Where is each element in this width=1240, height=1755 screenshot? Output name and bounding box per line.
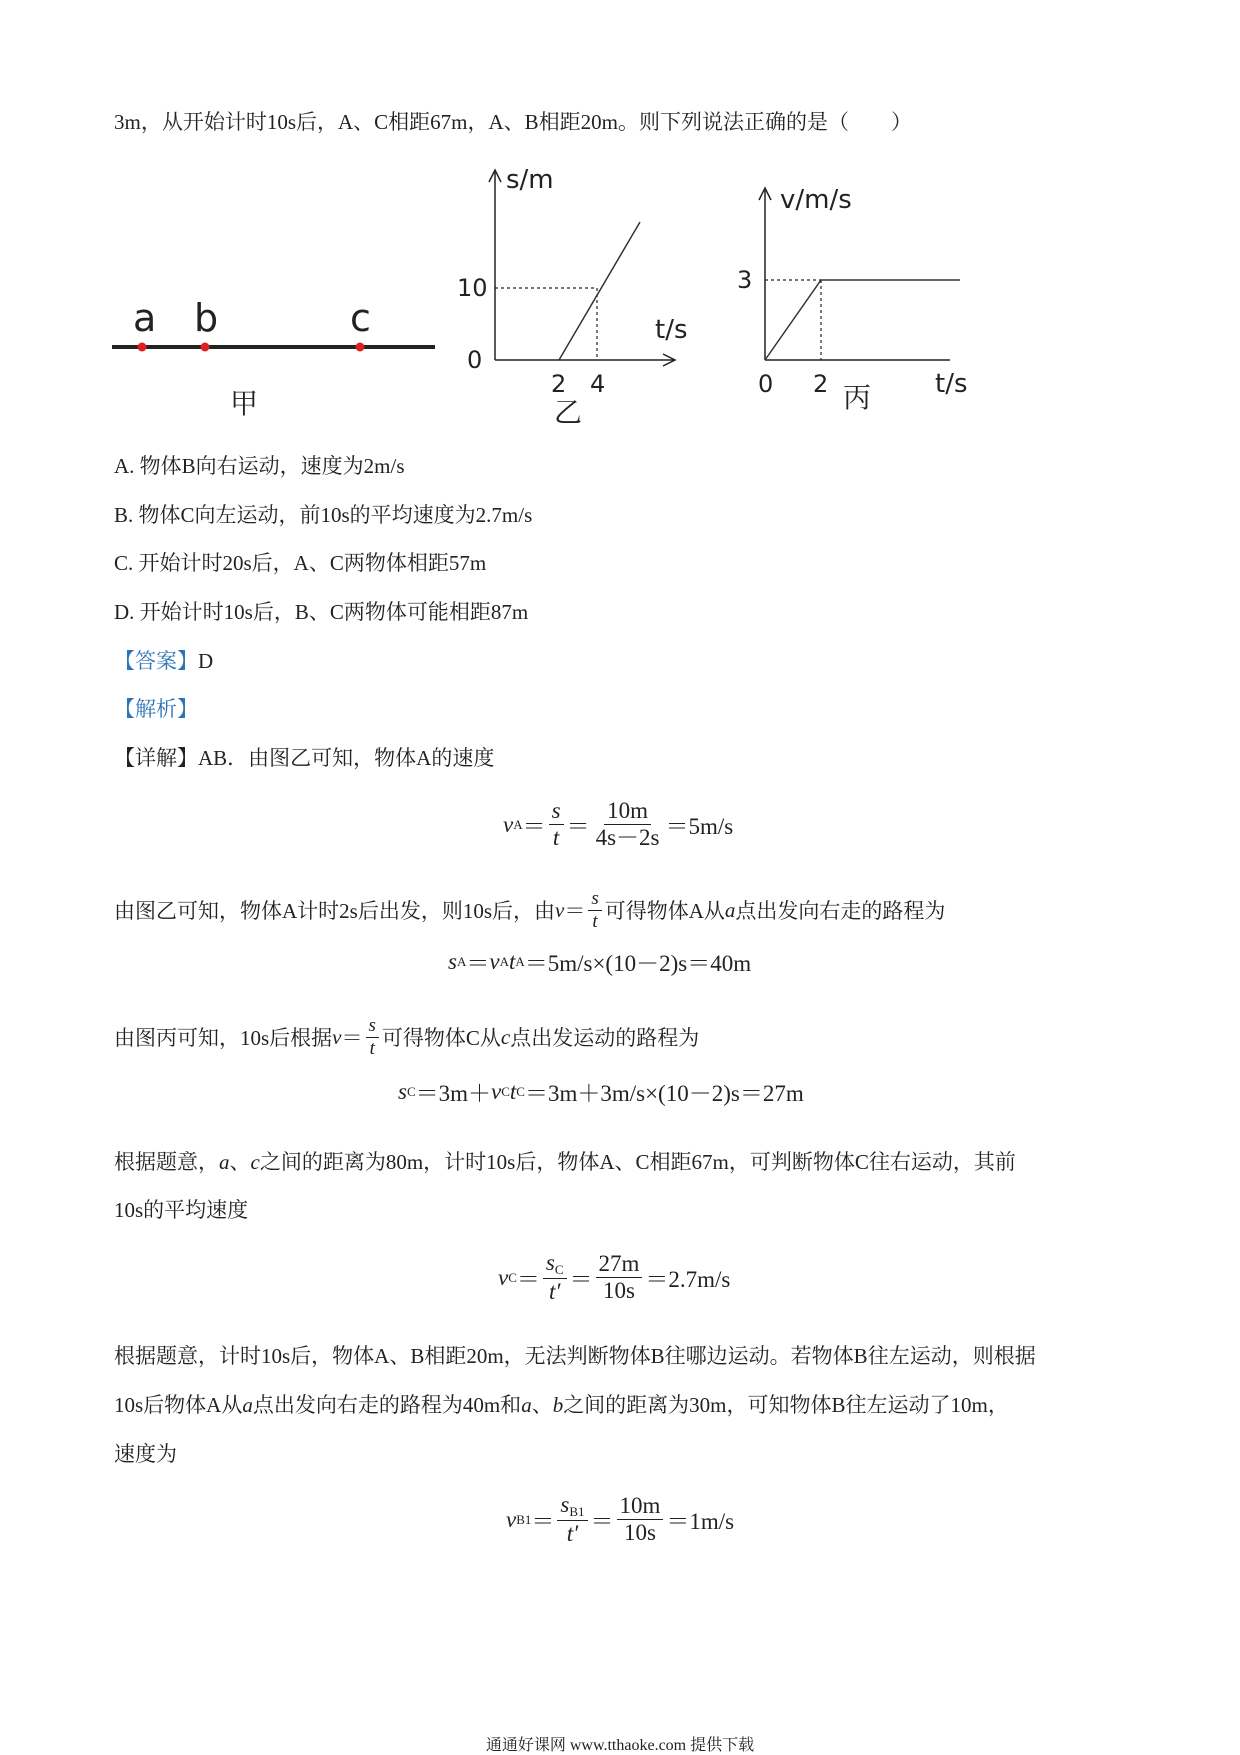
paragraph-5: 根据题意，计时10s后，物体A、B相距20m，无法判断物体B往哪边运动。若物体B往左运动，则根据 <box>114 1344 1036 1368</box>
question-intro: 3m，从开始计时10s后，A、C相距67m，A、B相距20m。则下列说法正确的是（ ） <box>114 110 913 134</box>
answer-line <box>114 645 213 675</box>
figure-bing <box>730 175 980 425</box>
yi-ylabel: s/m <box>506 165 554 195</box>
option-b: B. 物体C向左运动，前10s的平均速度为2.7m/s <box>114 503 533 527</box>
yi-ytick-0: 0 <box>467 346 483 374</box>
answer-value: D <box>198 649 214 673</box>
option-a: A. 物体B向右运动，速度为2m/s <box>114 454 405 478</box>
equation-sc: s C ＝3m＋ v C t C ＝3m＋3m/s×(10－2)s＝27m <box>398 1078 804 1106</box>
figure-jia-caption: 甲 <box>230 387 259 420</box>
s-t-line <box>559 222 640 360</box>
paragraph-6: 10s后物体A从a点出发向右走的路程为40m和a、b之间的距离为30m，可知物体B往左运动了10m， <box>114 1393 1009 1417</box>
option-d: D. 开始计时10s后，B、C两物体可能相距87m <box>114 600 529 624</box>
answer-label: 【答案】 <box>114 649 198 673</box>
paragraph-2: 由图乙可知，物体A计时2s后出发，则10s后，由 v ＝ $\frac{s}{t}$ 可得物体A从 a 点出发向右走的路程为 <box>114 888 946 932</box>
yi-xlabel: t/s <box>655 315 688 345</box>
equation-vc: v C ＝ $\frac{s_C}{t'}$ ＝ $\frac{27m}{10s}$ ＝2.7m/s <box>498 1250 731 1304</box>
equation-va: v A ＝ $\frac{s}{t}$ ＝ $\frac{10m}{4s-2s}$ ＝5m/s <box>503 798 734 851</box>
point-a-label: a <box>133 296 157 340</box>
paragraph-7: 速度为 <box>114 1442 177 1466</box>
yi-ytick-10: 10 <box>457 274 488 302</box>
bing-ytick-3: 3 <box>737 266 753 294</box>
figure-yi <box>450 160 700 430</box>
figure-yi-caption: 乙 <box>554 396 583 429</box>
bing-xtick-0: 0 <box>758 370 774 398</box>
detail-text: AB．由图乙可知，物体A的速度 <box>198 746 495 770</box>
yi-xtick-4: 4 <box>590 370 606 398</box>
figure-bing-caption: 丙 <box>843 381 872 414</box>
v-t-line <box>765 280 960 360</box>
paragraph-4b: 10s的平均速度 <box>114 1198 249 1222</box>
equation-vb1: v B1 ＝ $\frac{s_{B1}}{t'}$ ＝ $\frac{10m}{10s}$ ＝1m/s <box>506 1492 735 1546</box>
bing-xlabel: t/s <box>935 369 968 399</box>
bing-ylabel: v/m/s <box>780 185 852 215</box>
bing-xtick-2: 2 <box>813 370 829 398</box>
point-c-label: c <box>350 296 371 340</box>
point-b-label: b <box>194 296 219 340</box>
detail-label: 【详解】 <box>114 746 198 770</box>
yi-xtick-2: 2 <box>551 370 567 398</box>
detail-line <box>114 742 494 772</box>
analysis-label: 【解析】 <box>114 697 198 721</box>
footer: 通通好课网 www.tthaoke.com 提供下载 <box>485 1737 755 1754</box>
figure-jia <box>100 275 450 435</box>
equation-sa: s A ＝ v A t A ＝5m/s×(10－2)s＝40m <box>448 948 752 976</box>
paragraph-3: 由图丙可知，10s后根据 v ＝ $\frac{s}{t}$ 可得物体C从 c 点出发运动的路程为 <box>114 1015 700 1059</box>
paragraph-4: 根据题意，a、c之间的距离为80m，计时10s后，物体A、C相距67m，可判断物体C往右运动，其前 <box>114 1150 1016 1174</box>
option-c: C. 开始计时20s后，A、C两物体相距57m <box>114 551 487 575</box>
